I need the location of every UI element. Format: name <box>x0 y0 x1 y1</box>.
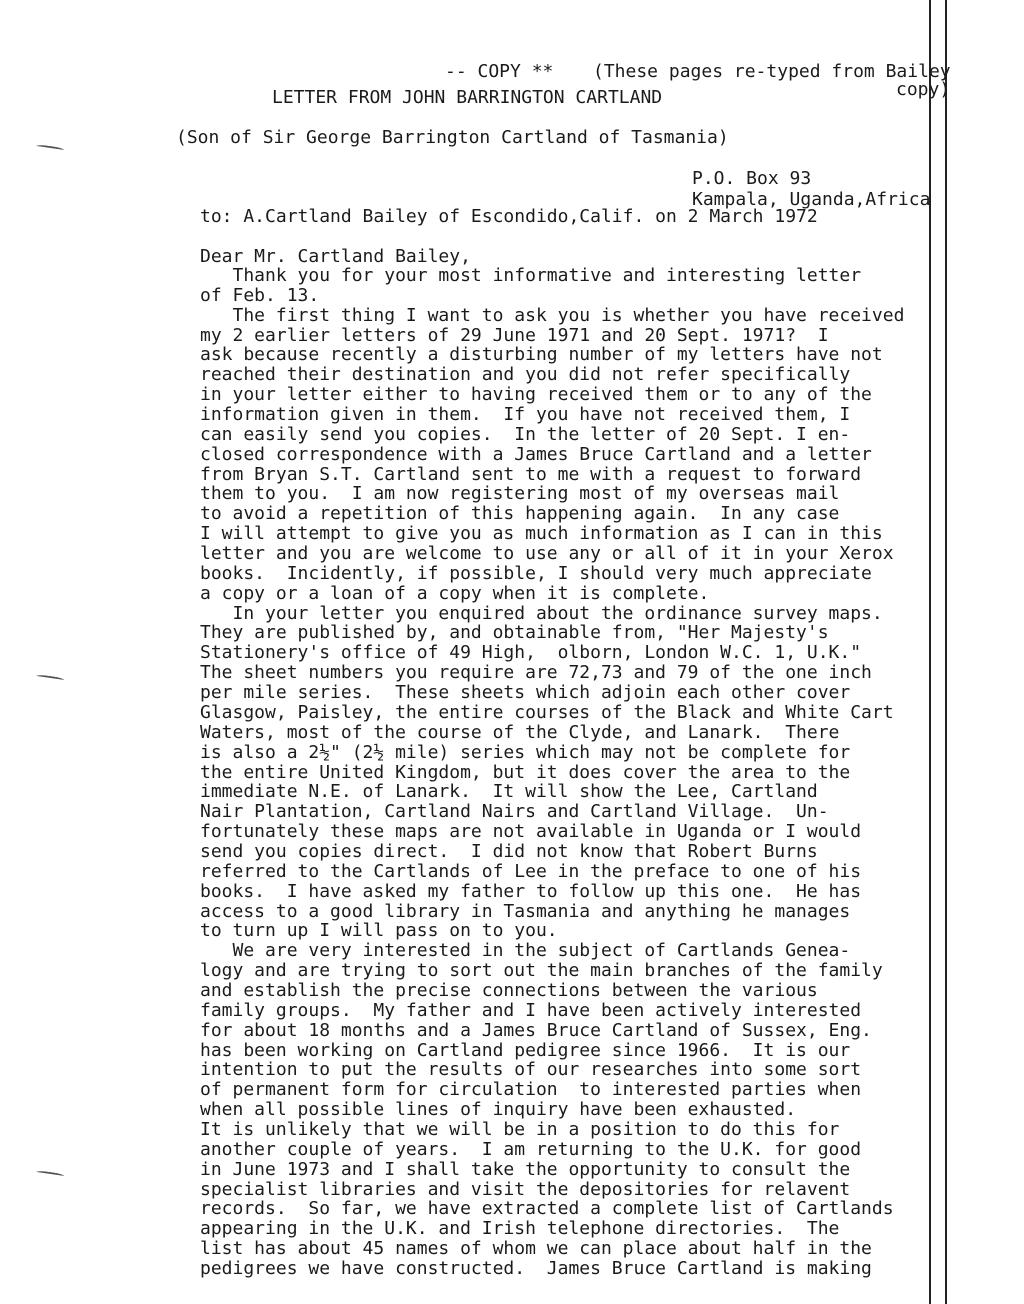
letter-body-line: Waters, most of the course of the Clyde, and Lanark. There <box>200 722 840 743</box>
letter-body-line: reached their destination and you did not refer specifically <box>200 364 851 385</box>
letter-body-line: to turn up I will pass on to you. <box>200 920 558 941</box>
letter-body-line: in June 1973 and I shall take the opportunity to consult the <box>200 1159 851 1180</box>
letter-body-line: Stationery's office of 49 High, olborn, London W.C. 1, U.K." <box>200 642 862 663</box>
letter-subtitle: (Son of Sir George Barrington Cartland of Tasmania) <box>176 127 729 148</box>
letter-body-line: to avoid a repetition of this happening again. In any case <box>200 503 840 524</box>
letter-body-line: In your letter you enquired about the ordinance survey maps. <box>200 603 883 624</box>
letter-body-line: ask because recently a disturbing number of my letters have not <box>200 344 883 365</box>
letter-body-line: intention to put the results of our researches into some sort <box>200 1059 862 1080</box>
letter-body-line: Thank you for your most informative and interesting letter <box>200 265 862 286</box>
letter-body-line: a copy or a loan of a copy when it is complete. <box>200 583 710 604</box>
letter-body-line: The sheet numbers you require are 72,73 and 79 of the one inch <box>200 662 872 683</box>
letter-body-line: for about 18 months and a James Bruce Cartland of Sussex, Eng. <box>200 1020 872 1041</box>
letter-body-line: Nair Plantation, Cartland Nairs and Cartland Village. Un- <box>200 801 829 822</box>
letter-body-line: immediate N.E. of Lanark. It will show the Lee, Cartland <box>200 781 818 802</box>
letter-body-line: They are published by, and obtainable from, "Her Majesty's <box>200 622 829 643</box>
letter-body-line: access to a good library in Tasmania and anything he manages <box>200 901 851 922</box>
letter-body-line: when all possible lines of inquiry have been exhausted. <box>200 1099 797 1120</box>
copy-mark: -- COPY ** <box>445 61 554 82</box>
letter-body-line: appearing in the U.K. and Irish telephone directories. The <box>200 1218 840 1239</box>
letter-body-line: and establish the precise connections between the various <box>200 980 818 1001</box>
letter-body-line: referred to the Cartlands of Lee in the preface to one of his <box>200 861 862 882</box>
letter-body-line: pedigrees we have constructed. James Bruce Cartland is making <box>200 1258 872 1279</box>
letter-body-line: closed correspondence with a James Bruce Cartland and a letter <box>200 444 872 465</box>
letter-body-line: the entire United Kingdom, but it does cover the area to the <box>200 762 851 783</box>
letter-body-line: send you copies direct. I did not know that Robert Burns <box>200 841 818 862</box>
letter-body-line: Glasgow, Paisley, the entire courses of the Black and White Cart <box>200 702 894 723</box>
margin-mark <box>36 144 64 152</box>
letter-body-line: records. So far, we have extracted a complete list of Cartlands <box>200 1198 894 1219</box>
letter-body-line: We are very interested in the subject of Cartlands Genea- <box>200 940 851 961</box>
letter-body-line: logy and are trying to sort out the main branches of the family <box>200 960 883 981</box>
letter-body-line: per mile series. These sheets which adjoin each other cover <box>200 682 851 703</box>
retyped-note-continued: copy) <box>896 79 951 100</box>
letter-body-line: has been working on Cartland pedigree since 1966. It is our <box>200 1040 851 1061</box>
letter-body-line: can easily send you copies. In the letter of 20 Sept. I en- <box>200 424 851 445</box>
letter-body-line: It is unlikely that we will be in a position to do this for <box>200 1119 840 1140</box>
letter-body-line: I will attempt to give you as much information as I can in this <box>200 523 883 544</box>
letter-body-line: of Feb. 13. <box>200 285 320 306</box>
margin-mark <box>36 674 64 682</box>
letter-body-line: is also a 2½" (2½ mile) series which may not be complete for <box>200 742 851 763</box>
margin-mark <box>36 1170 64 1178</box>
letter-body-line: list has about 45 names of whom we can place about half in the <box>200 1238 872 1259</box>
salutation: Dear Mr. Cartland Bailey, <box>200 246 471 267</box>
retyped-note: (These pages re-typed from Bailey <box>593 61 951 82</box>
letter-body-line: information given in them. If you have not received them, I <box>200 404 851 425</box>
letter-title: LETTER FROM JOHN BARRINGTON CARTLAND <box>272 87 663 108</box>
letter-body-line: The first thing I want to ask you is whether you have received <box>200 305 905 326</box>
address-line-2: Kampala, Uganda,Africa <box>692 189 931 210</box>
letter-body-line: family groups. My father and I have been actively interested <box>200 1000 862 1021</box>
letter-body-line: letter and you are welcome to use any or all of it in your Xerox <box>200 543 894 564</box>
letter-body-line: in your letter either to having received them or to any of the <box>200 384 872 405</box>
letter-body-line: specialist libraries and visit the depositories for relavent <box>200 1179 851 1200</box>
letter-body-line: from Bryan S.T. Cartland sent to me with a request to forward <box>200 464 862 485</box>
page-fold-line-right <box>945 0 947 1304</box>
recipient-line: to: A.Cartland Bailey of Escondido,Calif. on 2 March 1972 <box>200 206 818 227</box>
letter-body-line: books. I have asked my father to follow up this one. He has <box>200 881 862 902</box>
address-line-1: P.O. Box 93 <box>692 168 812 189</box>
letter-body-line: fortunately these maps are not available in Uganda or I would <box>200 821 862 842</box>
letter-body-line: another couple of years. I am returning to the U.K. for good <box>200 1139 862 1160</box>
letter-body-line: them to you. I am now registering most of my overseas mail <box>200 483 840 504</box>
letter-body-line: of permanent form for circulation to interested parties when <box>200 1079 862 1100</box>
letter-body-line: my 2 earlier letters of 29 June 1971 and 20 Sept. 1971? I <box>200 325 829 346</box>
letter-body-line: books. Incidently, if possible, I should very much appreciate <box>200 563 872 584</box>
